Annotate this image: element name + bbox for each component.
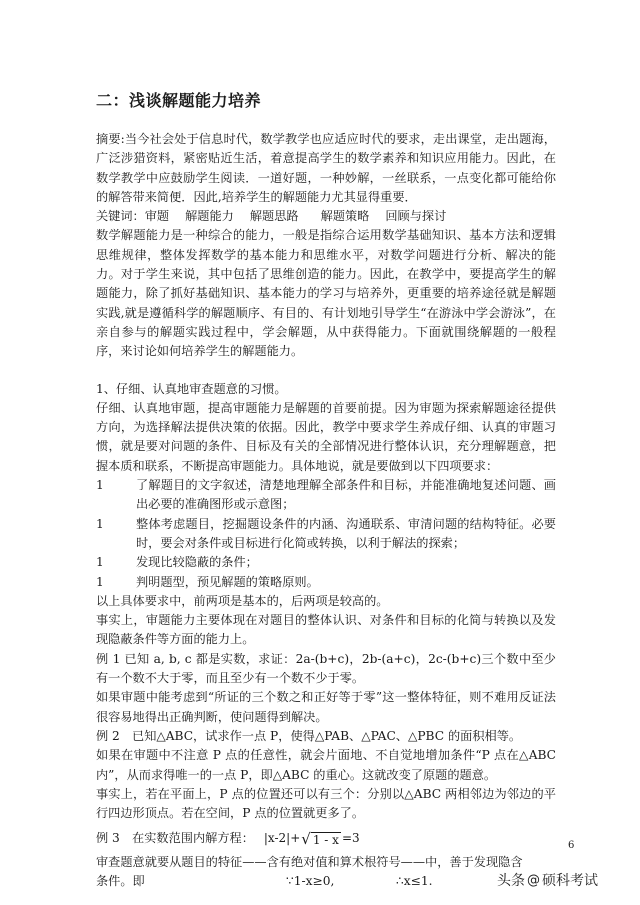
equation: [264, 829, 360, 848]
article-title: 二：浅谈解题能力培养: [96, 91, 262, 110]
condition-2: ∴x≤1.: [396, 873, 433, 888]
requirement-item: [96, 553, 556, 572]
intro-paragraph: 数学解题能力是一种综合的能力，一般是指综合运用数学基础知识、基本方法和逻辑思维规律，整体发挥数学的基本能力和思维水平，对数学问题进行分析、解决的能力。对于学生来说，其中包括了思维创造的能力。因此，在教学中，要提高学生的解题能力，除了抓好基础知识、基本能力的学习与培养外，更重要的培养途径就是解题实践,就是遵循科学的解题顺序、有目的、有计划地引导学生“在游泳中学会游泳”，在亲自参与的解题实践过程中，学会解题，从中获得能力。下面就围绕解题的一般程序，来讨论如何培养学生的解题能力。: [96, 228, 556, 359]
requirement-number: 1: [96, 516, 104, 531]
example-3-note: 审查题意就要从题目的特征——含有绝对值和算术根符号——中，善于发现隐含: [96, 854, 523, 869]
example-1: 例 1 已知 a, b, c 都是实数，求证：2a-(b+c)，2b-(a+c)，2c-(b+c)三个数中至少有一个数不大于零，而且至少有一个数不少于零。: [96, 651, 556, 686]
requirement-item: [96, 515, 556, 554]
summary-paragraph: 以上具体要求中，前两项是基本的，后两项是较高的。: [96, 593, 389, 608]
condition-1: ∵1-x≥0,: [286, 873, 335, 888]
equation-right: =3: [341, 831, 360, 846]
requirement-number: 1: [96, 478, 104, 493]
example-3-label: 例 3 在实数范围内解方程：: [96, 831, 254, 846]
section-paragraph: 仔细、认真地审题，提高审题能力是解题的首要前提。因为审题为探索解题途径提供方向，为选择解法提供决策的依据。因此，教学中要求学生养成仔细、认真的审题习惯，就是要对问题的条件、目标及有关的全部情况进行整体认识，充分理解题意，把握本质和联系，不断提高审题能力。具体地说，就是要做到以下四项要求：: [96, 400, 556, 473]
requirement-text: 判明题型，预见解题的策略原则。: [136, 574, 319, 589]
keyword: 回顾与探讨: [385, 209, 447, 224]
section-heading: 1、仔细、认真地审查题意的习惯。: [96, 381, 287, 396]
watermark: [497, 870, 598, 890]
example-2-note: 如果在审题中不注意 P 点的任意性，就会片面地、不自觉地增加条件“P 点在△ABC 内”，从而求得唯一的一点 P，即△ABC 的重心。这就改变了原题的题意。: [96, 748, 556, 782]
page-number: 6: [568, 840, 575, 851]
keyword: 解题能力: [185, 209, 234, 224]
summary-paragraph: 事实上，审题能力主要体现在对题目的整体认识、对条件和目标的化简与转换以及发现隐蔽条件等方面的能力上。: [96, 613, 556, 647]
requirement-text: 了解题目的文字叙述，清楚地理解全部条件和目标，并能准确地复述问题、画出必要的准确图形或示意图；: [136, 478, 556, 512]
equation-left: |x-2|+: [263, 831, 301, 846]
square-root: [301, 829, 341, 848]
example-2-note: 事实上，若在平面上，P 点的位置还可以有三个：分别以△ABC 两相邻边为邻边的平行四边形顶点。若在空间，P 点的位置就更多了。: [96, 786, 556, 821]
keywords-label: 关键词：: [96, 209, 145, 224]
keyword: 审题: [144, 209, 170, 224]
watermark-source: 头条: [497, 873, 525, 889]
requirement-text: 整体考虑题目，挖掘题设条件的内涵、沟通联系、审清问题的结构特征。必要时，要会对条件或目标进行化简或转换，以利于解法的探索；: [136, 516, 556, 550]
example-1-note: 如果审题中能考虑到“所证的三个数之和正好等于零”这一整体特征，则不难用反证法很容易地得出正确判断，使问题得到解决。: [96, 690, 556, 724]
keyword: 解题思路: [249, 209, 299, 224]
requirement-number: 1: [96, 574, 104, 589]
watermark-account: 硕科考试: [542, 873, 598, 889]
at-icon: @: [527, 872, 540, 888]
radical-sign-icon: √: [301, 829, 311, 848]
keywords-line: [96, 207, 556, 226]
abstract-paragraph: 摘要:当今社会处于信息时代，数学教学也应适应时代的要求，走出课堂，走出题海，广泛涉猎资料，紧密贴近生活，着意提高学生的数学素养和知识应用能力。因此，在数学教学中应鼓励学生阅读．一道好题，一种妙解，一丝联系，一点变化都可能给你的解答带来简便．因此,培养学生的解题能力尤其显得重要．: [96, 132, 556, 204]
requirement-item: [96, 476, 556, 515]
example-2: 例 2 已知△ABC，试求作一点 P，使得△PAB、△PAC、△PBC 的面积相等。: [96, 728, 522, 743]
requirement-item: [96, 573, 556, 592]
example-3: [96, 829, 556, 848]
article-body: [96, 130, 556, 891]
requirement-number: 1: [96, 555, 104, 570]
conditions-label: 条件。即: [96, 873, 145, 888]
requirement-text: 发现比较隐蔽的条件；: [136, 555, 258, 570]
conditions-line: [96, 872, 556, 891]
keyword: 解题策略: [320, 209, 370, 224]
radicand: 1 - x: [312, 832, 339, 847]
paragraph-gap: [96, 362, 556, 380]
